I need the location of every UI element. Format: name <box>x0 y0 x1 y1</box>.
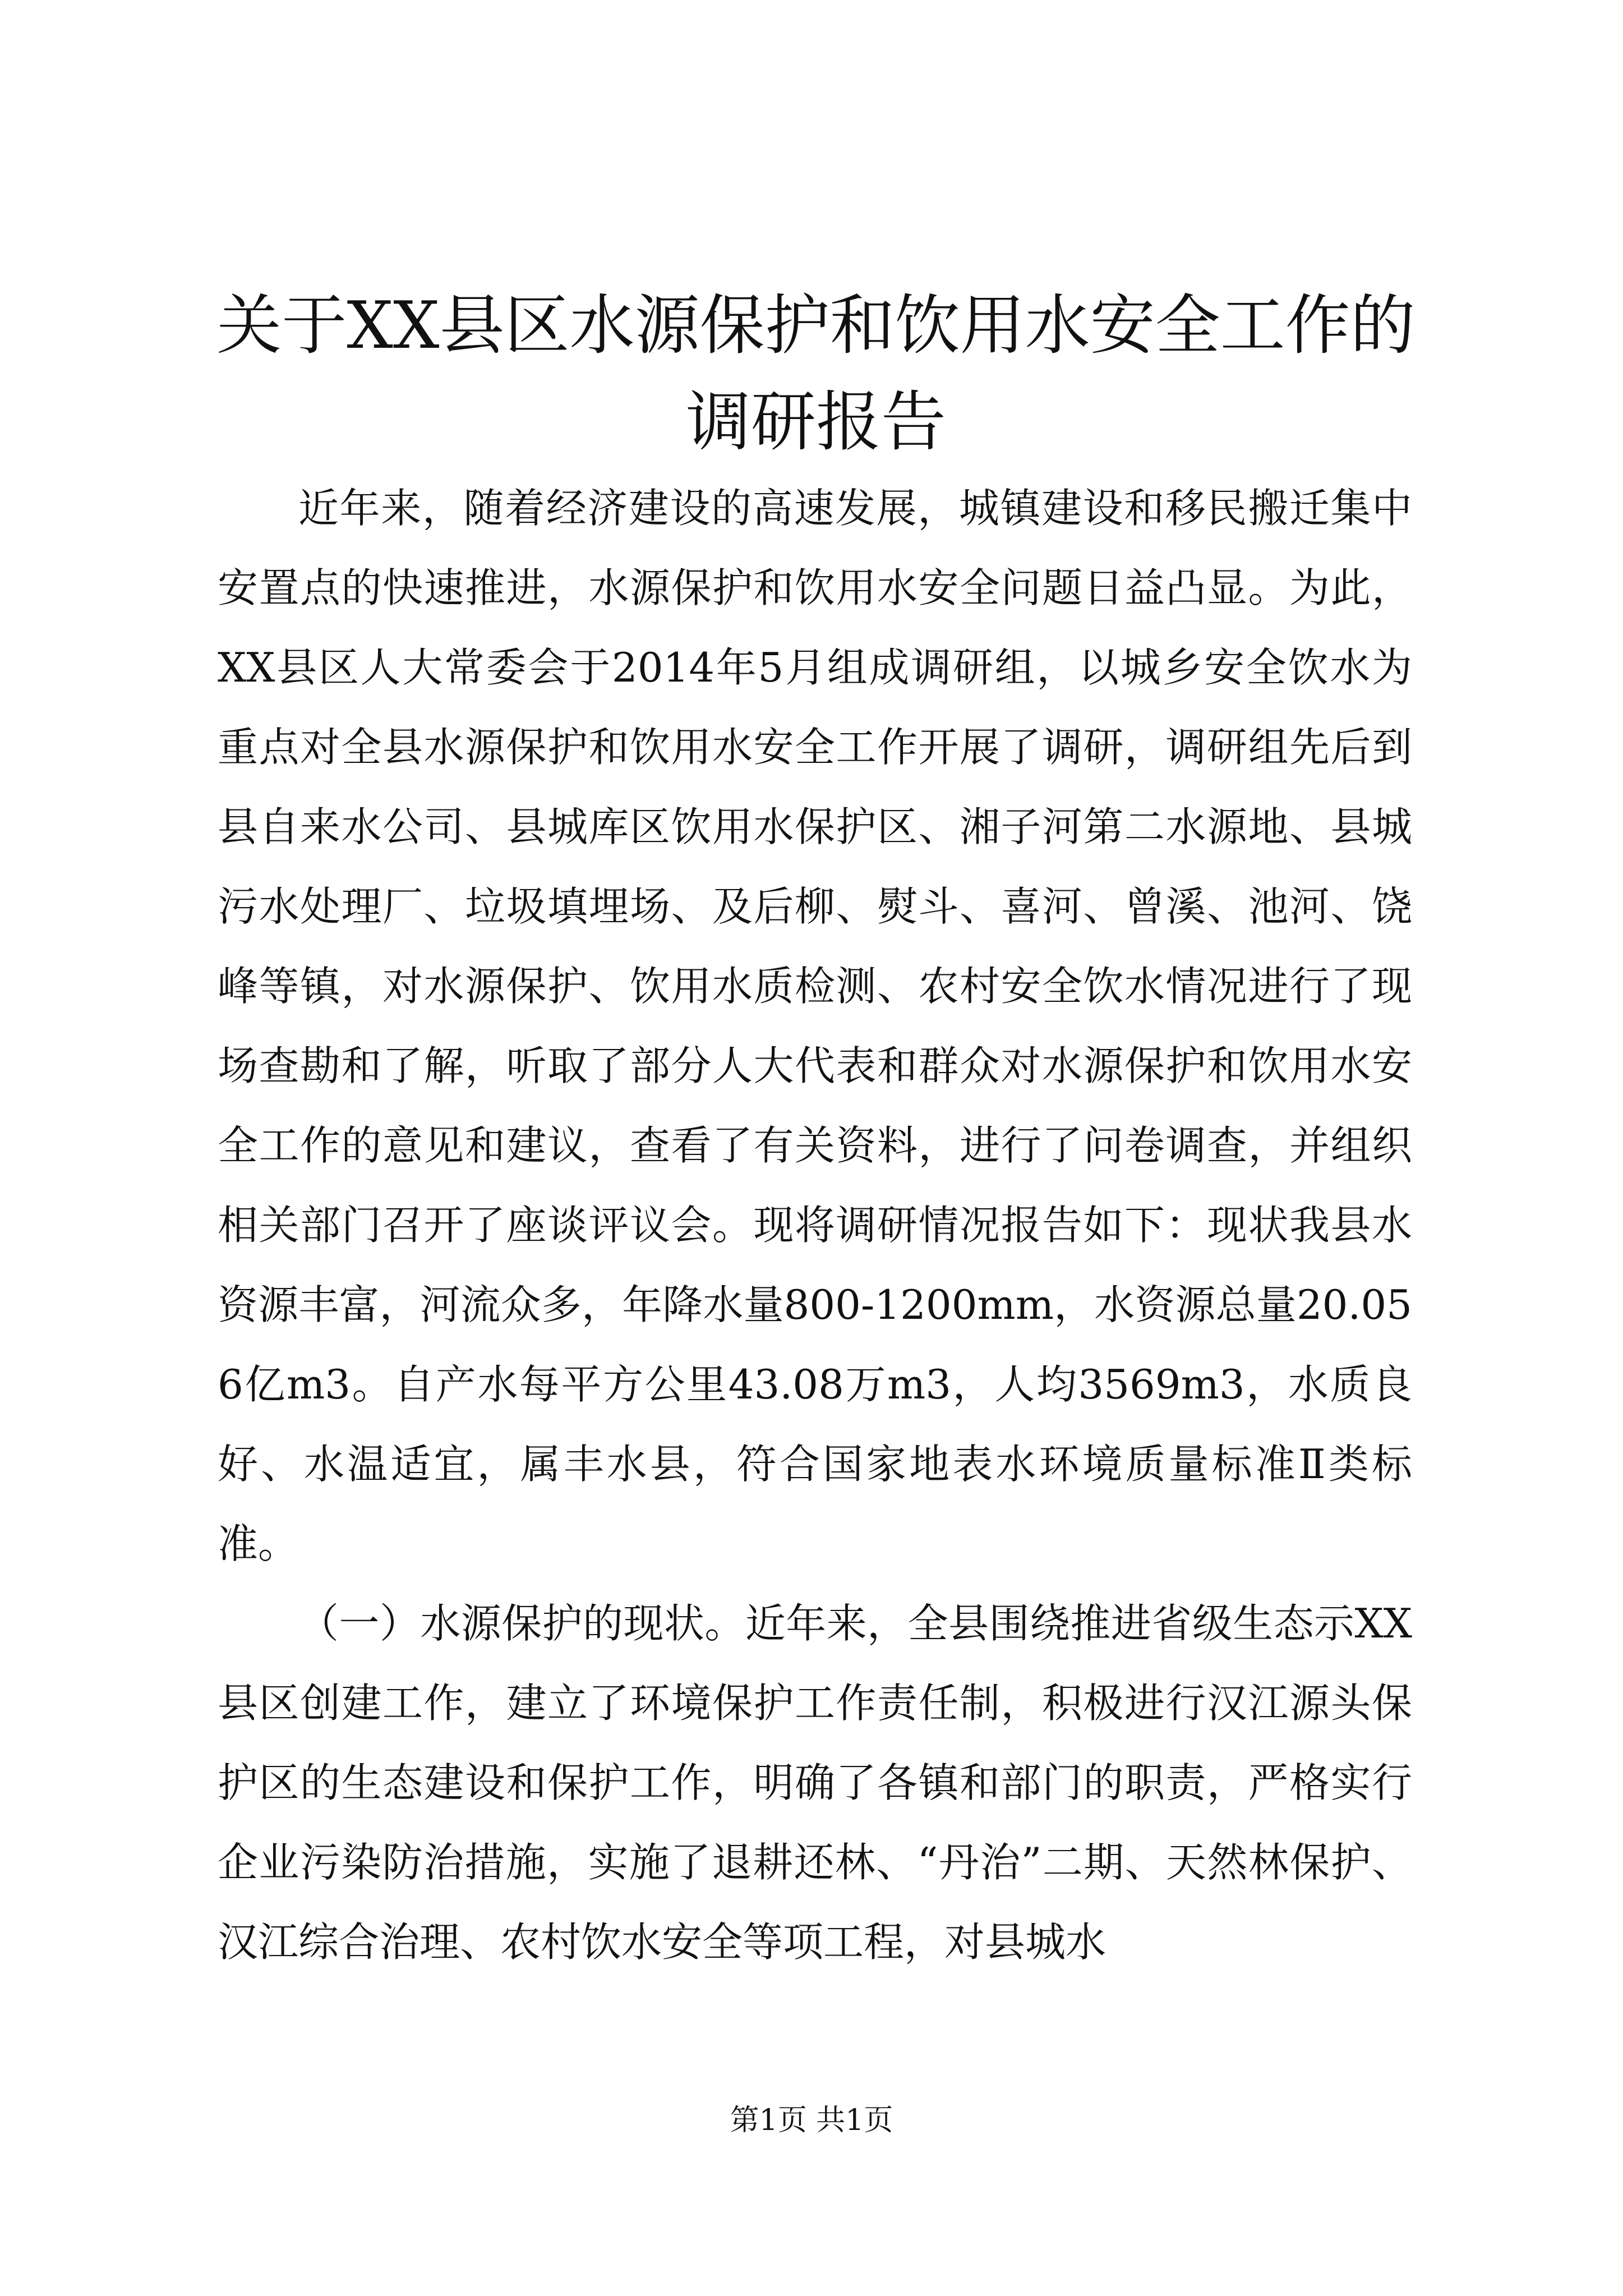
document-title: 关于XX县区水源保护和饮用水安全工作的调研报告 <box>216 288 1415 460</box>
page-footer: 第1页 共1页 <box>730 2104 893 2137</box>
paragraph-section-1: （一）水源保护的现状。近年来，全县围绕推进省级生态示XX县区创建工作，建立了环境保护工作责任制，积极进行汉江源头保护区的生态建设和保护工作，明确了各镇和部门的职责，严格实行企业污染防治措施，实施了退耕还林、“丹治”二期、天然林保护、汉江综合治理、农村饮水安全等项工程，对县城水 <box>218 1600 1412 1966</box>
document-body <box>218 468 1412 1982</box>
paragraph-intro: 近年来，随着经济建设的高速发展，城镇建设和移民搬迁集中安置点的快速推进，水源保护和饮用水安全问题日益凸显。为此，XX县区人大常委会于2014年5月组成调研组，以城乡安全饮水为重点对全县水源保护和饮用水安全工作开展了调研，调研组先后到县自来水公司、县城库区饮用水保护区、湘子河第二水源地、县城污水处理厂、垃圾填埋场、及后柳、熨斗、喜河、曾溪、池河、饶峰等镇，对水源保护、饮用水质检测、农村安全饮水情况进行了现场查勘和了解，听取了部分人大代表和群众对水源保护和饮用水安全工作的意见和建议，查看了有关资料，进行了问卷调查，并组织相关部门召开了座谈评议会。现将调研情况报告如下：现状我县水资源丰富，河流众多，年降水量800-1200mm，水资源总量20.056亿m3。自产水每平方公里43.08万m3，人均3569m3，水质良好、水温适宜，属丰水县，符合国家地表水环境质量标准Ⅱ类标准。 <box>218 485 1412 1567</box>
